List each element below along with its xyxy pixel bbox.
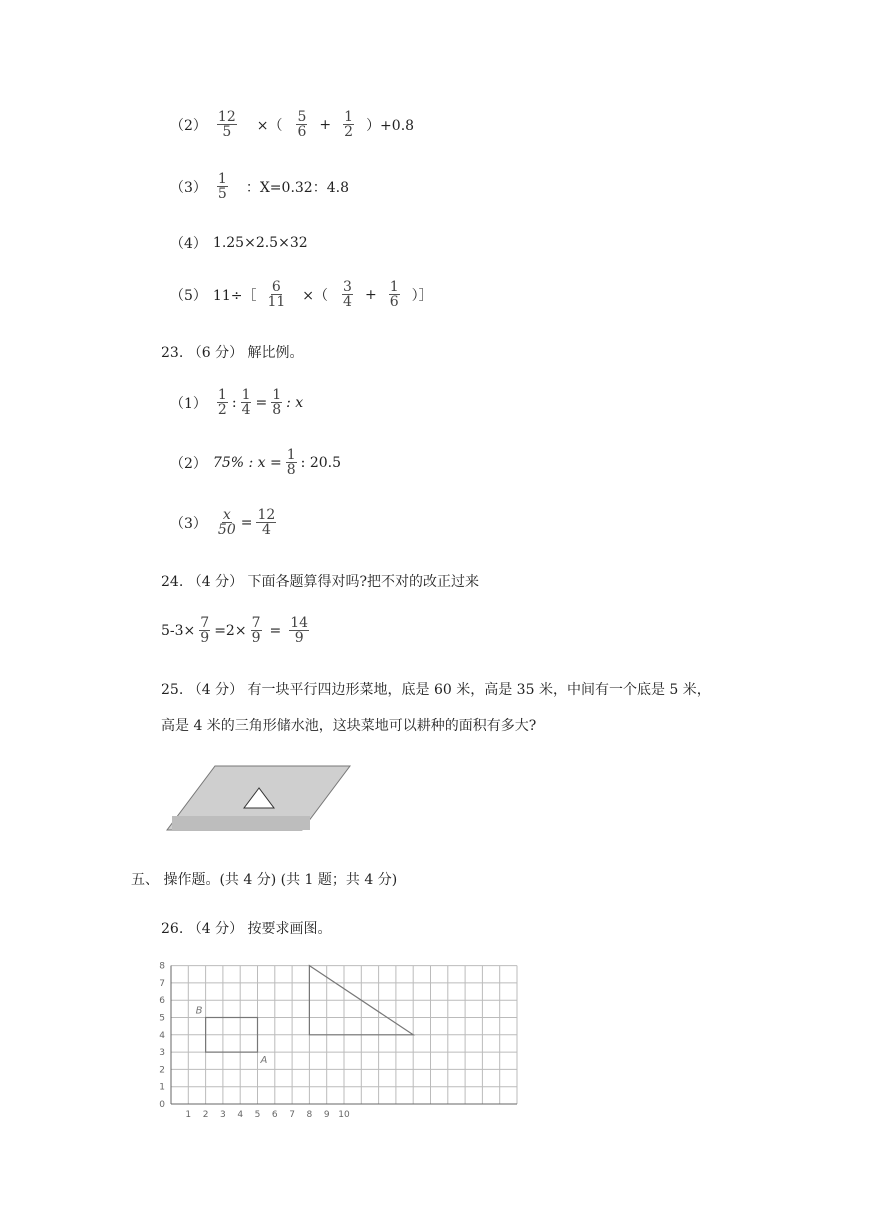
part-label: （2） bbox=[170, 117, 207, 134]
q22-part3 bbox=[170, 172, 349, 201]
operator: + bbox=[319, 116, 332, 133]
operator: = bbox=[255, 394, 268, 411]
fraction: $\frac{1}{8}$ bbox=[272, 387, 282, 418]
x-tick-label: 3 bbox=[220, 1110, 226, 1120]
q24-title: 24. （4 分） 下面各题算得对吗?把不对的改正过来 bbox=[161, 574, 480, 590]
expression: 1.25×2.5×32 bbox=[212, 235, 308, 251]
fraction: $\frac{3}{4}$ bbox=[343, 279, 352, 310]
part-label: （3） bbox=[170, 515, 207, 532]
operator: ×（ bbox=[302, 287, 329, 304]
operator: =2× bbox=[214, 622, 247, 639]
point-label-b: B bbox=[195, 1005, 203, 1017]
q23-part1 bbox=[170, 388, 303, 417]
x-tick-label: 9 bbox=[323, 1110, 330, 1120]
fraction: $\frac{x}{50}$ bbox=[217, 507, 236, 538]
q23-part2 bbox=[170, 448, 341, 477]
x-tick-label: 6 bbox=[271, 1110, 278, 1120]
operator: ×（ bbox=[256, 117, 283, 134]
operator: = bbox=[269, 622, 282, 639]
grid-figure bbox=[155, 958, 525, 1120]
parallelogram-figure bbox=[160, 760, 360, 835]
part-label: （1） bbox=[170, 395, 207, 412]
operator: : bbox=[231, 394, 237, 411]
x-tick-label: 10 bbox=[338, 1110, 350, 1120]
operator: = bbox=[240, 514, 253, 531]
expression-head: 11÷［ bbox=[212, 287, 257, 304]
fraction: $\frac{1}{8}$ bbox=[286, 447, 296, 478]
x-tick-label: 8 bbox=[306, 1110, 313, 1120]
expression-tail: : 20.5 bbox=[300, 454, 341, 471]
q22-part5 bbox=[170, 280, 433, 309]
fraction: $\frac{6}{11}$ bbox=[267, 279, 286, 310]
x-tick-label: 4 bbox=[237, 1110, 244, 1120]
fraction: $\frac{1}{2}$ bbox=[344, 109, 354, 140]
operator: + bbox=[364, 286, 377, 303]
section5-title: 五、 操作题。(共 4 分) (共 1 题；共 4 分) bbox=[131, 872, 398, 888]
y-tick-label: 1 bbox=[159, 1082, 165, 1093]
fraction: $\frac{1}{6}$ bbox=[389, 279, 399, 310]
q23-part3 bbox=[170, 508, 280, 537]
x-tick-label: 7 bbox=[289, 1110, 295, 1120]
fraction: $\frac{1}{5}$ bbox=[217, 171, 227, 202]
y-tick-label: 0 bbox=[159, 1100, 165, 1110]
y-tick-label: 6 bbox=[159, 996, 165, 1007]
fraction: $\frac{12}{5}$ bbox=[217, 109, 236, 140]
y-tick-label: 4 bbox=[159, 1030, 165, 1041]
fraction: $\frac{5}{6}$ bbox=[297, 109, 307, 140]
part-label: （5） bbox=[170, 287, 207, 304]
fraction: $\frac{12}{4}$ bbox=[257, 507, 276, 538]
expression-tail: : x bbox=[286, 394, 304, 411]
x-tick-label: 2 bbox=[202, 1110, 209, 1120]
part-label: （4） bbox=[170, 236, 207, 252]
x-tick-label: 1 bbox=[185, 1110, 192, 1120]
y-tick-label: 3 bbox=[159, 1048, 165, 1059]
x-tick-label: 5 bbox=[254, 1110, 261, 1120]
q22-part2 bbox=[170, 110, 414, 139]
part-label: （2） bbox=[170, 455, 207, 472]
part-label: （3） bbox=[170, 179, 207, 196]
q22-part4 bbox=[170, 233, 308, 253]
expression-tail: ）+0.8 bbox=[366, 117, 415, 134]
y-tick-label: 5 bbox=[159, 1013, 165, 1024]
q26-title: 26. （4 分） 按要求画图。 bbox=[161, 921, 332, 937]
expression-tail: ：X=0.32：4.8 bbox=[245, 179, 349, 196]
y-tick-label: 8 bbox=[159, 961, 165, 972]
fraction: $\frac{1}{4}$ bbox=[241, 387, 251, 418]
fraction: $\frac{14}{9}$ bbox=[290, 615, 309, 646]
fraction: $\frac{7}{9}$ bbox=[251, 615, 261, 646]
q23-title: 23. （6 分） 解比例。 bbox=[161, 345, 304, 361]
q24-expression bbox=[161, 616, 313, 645]
y-tick-label: 2 bbox=[159, 1065, 165, 1076]
q25-line1: 25. （4 分） 有一块平行四边形菜地，底是 60 米，高是 35 米，中间有一个底是 5 米， bbox=[161, 682, 711, 698]
expression-tail: ）］ bbox=[411, 287, 433, 304]
q25-line2: 高是 4 米的三角形储水池，这块菜地可以耕种的面积有多大? bbox=[161, 718, 537, 734]
point-label-a: A bbox=[260, 1055, 268, 1067]
expression-head: 75% : x = bbox=[212, 454, 282, 471]
parallelogram-bottom-band bbox=[172, 816, 310, 830]
fraction: $\frac{7}{9}$ bbox=[200, 615, 210, 646]
fraction: $\frac{1}{2}$ bbox=[217, 387, 227, 418]
y-tick-label: 7 bbox=[159, 978, 165, 989]
expression-head: 5-3× bbox=[161, 622, 196, 639]
